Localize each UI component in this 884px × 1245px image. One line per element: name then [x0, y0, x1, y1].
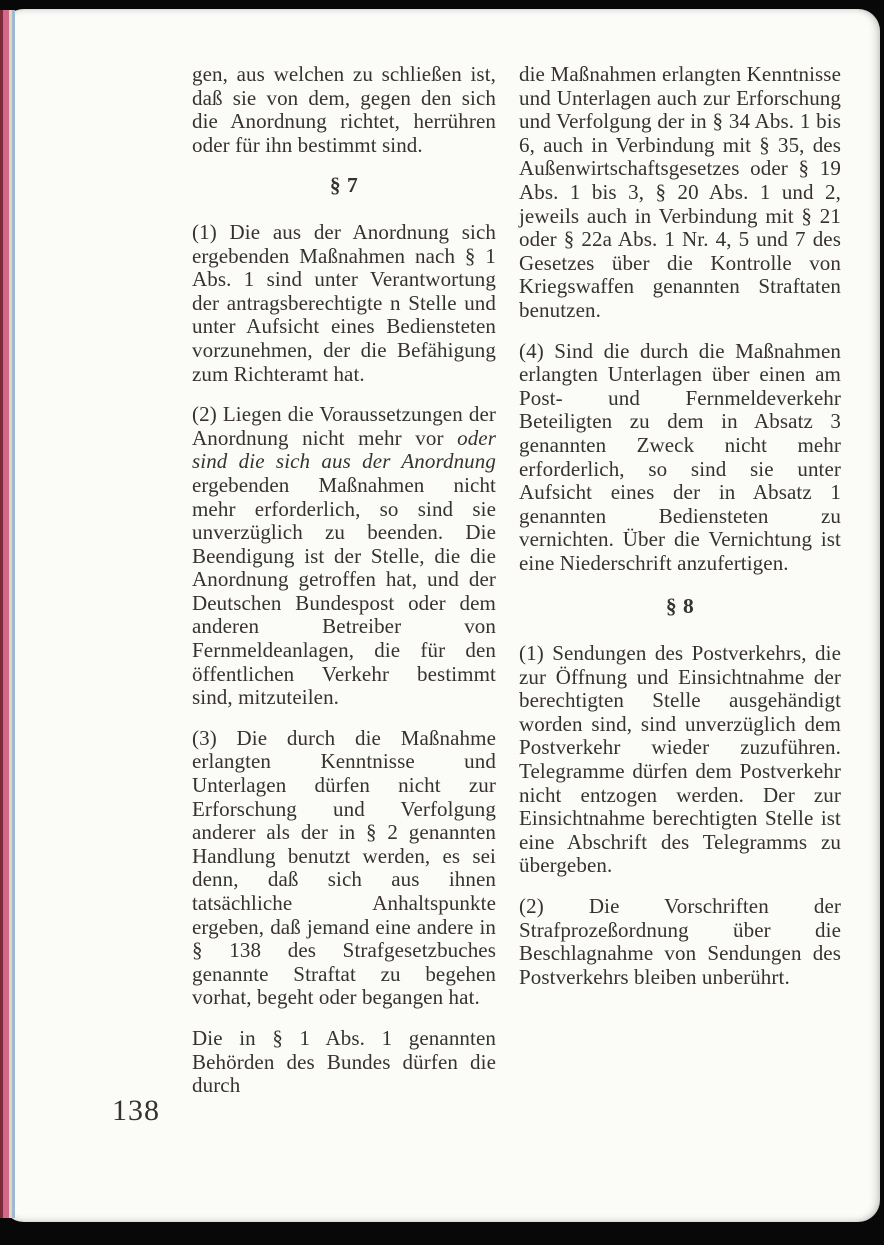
- right-column: [519, 63, 841, 1006]
- paragraph-7-abs-2-italic: oder sind die sich aus der Anordnung: [192, 425, 496, 474]
- paragraph-7-abs-4: (4) Sind die durch die Maßnahmen erlangten Unterlagen über einen am Post- und Fernmeldeverkehr Beteiligten zu dem in Absatz 3 genannten Zweck nicht mehr erforderlich, so sind sie unter Aufsicht eines der in Absatz 1 genannten Bediensteten zu vernichten. Über die Vernichtung ist eine Niederschrift anzufertigen.: [519, 338, 841, 575]
- paragraph-7-abs-3: (3) Die durch die Maßnahme erlangten Kenntnisse und Unterlagen dürfen nicht zur Erforschung und Verfolgung anderer als der in § 2 genannten Handlung benutzt werden, es sei denn, daß sich aus ihnen tatsächliche Anhaltspunkte ergeben, daß jemand eine andere in § 138 des Strafgesetzbuches genannte Straftat zu begehen vorhat, begeht oder begangen hat.: [192, 725, 496, 1010]
- section-heading-paragraph-8: § 8: [665, 594, 695, 619]
- left-column: [192, 63, 496, 1115]
- page-number: 138: [112, 1094, 160, 1127]
- paragraph-8-abs-1: (1) Sendungen des Postverkehrs, die zur Öffnung und Einsichtnahme der berechtigten Stelle ausgehändigt worden sind, sind unverzüglich dem Postverkehr wieder zuzuführen. Telegramme dürfen dem Postverkehr nicht entzogen werden. Der zur Einsichtnahme berechtigten Stelle ist eine Abschrift des Telegramms zu übergeben.: [519, 641, 841, 878]
- paragraph-7-abs-2: [192, 403, 496, 710]
- paragraph-continuation-right: die Maßnahmen erlangten Kenntnisse und Unterlagen auch zur Erforschung und Verfolgung der in § 34 Abs. 1 bis 6, auch in Verbindung mit § 35, des Außenwirtschaftsgesetzes oder § 19 Abs. 1 bis 3, § 20 Abs. 1 und 2, jeweils auch in Verbindung mit § 21 oder § 22a Abs. 1 Nr. 4, 5 und 7 des Gesetzes über die Kontrolle von Kriegswaffen genannten Straftaten benutzen.: [519, 62, 841, 322]
- paragraph-continuation: gen, aus welchen zu schließen ist, daß sie von dem, gegen den sich die Anordnung richtet, herrühren oder für ihn bestimmt sind.: [192, 62, 496, 157]
- paragraph-8-abs-2: (2) Die Vorschriften der Strafprozeßordnung über die Beschlagnahme von Sendungen des Postverkehrs bleiben unberührt.: [519, 894, 841, 989]
- paragraph-carryover: Die in § 1 Abs. 1 genannten Behörden des Bundes dürfen die durch: [192, 1025, 496, 1098]
- paragraph-7-abs-2-roman-start: (2) Liegen die Voraussetzungen der Anordnung nicht mehr vor: [192, 402, 496, 450]
- paragraph-7-abs-2-roman-end: ergebenden Maßnahmen nicht mehr erforderlich, so sind sie unverzüglich zu beenden. Die Beendigung ist der Stelle, die die Anordnung getroffen hat, und der Deutschen Bundespost oder dem anderen Betreiber von Fernmeldeanlagen, die für den öffentlichen Verkehr bestimmt sind, mitzuteilen.: [192, 472, 496, 710]
- paragraph-7-abs-1: (1) Die aus der Anordnung sich ergebenden Maßnahmen nach § 1 Abs. 1 sind unter Verantwortung der antragsberechtigte n Stelle und unter Aufsicht eines Bediensteten vorzunehmen, der die Befähigung zum Richteramt hat.: [192, 219, 496, 386]
- section-heading-paragraph-7: § 7: [329, 173, 359, 198]
